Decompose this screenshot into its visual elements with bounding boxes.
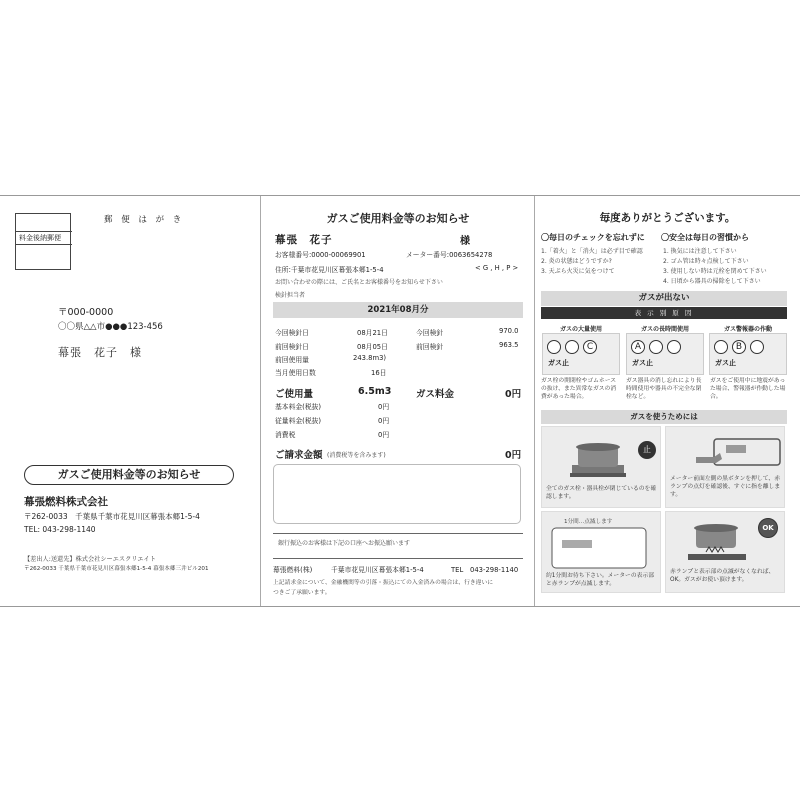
- days-label: 当月使用日数: [275, 369, 316, 377]
- thanks-heading: 毎度ありがとうございます。: [599, 212, 736, 224]
- step-caption: 全てのガス栓・器具栓が閉じているのを確認します。: [546, 486, 657, 500]
- cause-description: ガス栓の開閉栓やゴムホースの抜け、また異常なガスの消費があった場合。: [541, 378, 617, 400]
- empty-indicator: [649, 340, 663, 354]
- cause-meter-display: [709, 333, 787, 375]
- meter-number: メーター番号:0063654278: [406, 251, 493, 259]
- divider: [273, 558, 523, 559]
- indicator-mark: A: [631, 340, 645, 354]
- bank-note: 銀行振込のお客様は下記の口座へお振込願います: [278, 540, 411, 547]
- honorific: 様: [460, 236, 470, 247]
- step-press-button: [665, 426, 785, 508]
- gas-stop-label: ガス止: [715, 359, 736, 367]
- billing-note: (消費税等を含みます): [327, 452, 386, 459]
- footer-address: 千葉市花見川区幕張本郷1-5-4: [331, 566, 424, 574]
- billing-amount-value: 0円: [505, 450, 522, 461]
- empty-indicator: [547, 340, 561, 354]
- current-reading-label: 今回検針: [416, 329, 444, 337]
- step-caption: メーター前面左側の黒ボタンを押して、赤ランプの点灯を確認後、すぐに指を離します。: [670, 476, 781, 498]
- indicator-mark: C: [583, 340, 597, 354]
- inspector-label: 検針担当者: [275, 292, 306, 299]
- step-ok: [665, 511, 785, 593]
- footer-note: 上記請求金について、金融機関等の引落・振込にての入金済みの場合は、行き違いに: [273, 580, 494, 586]
- prev-reading-value: 963.5: [499, 341, 519, 349]
- safety-title: 〇安全は毎日の習慣から: [661, 233, 749, 242]
- days-value: 16日: [371, 369, 387, 377]
- step-wait: [541, 511, 661, 593]
- step-caption: 約1分間お待ち下さい。メーターの表示部と赤ランプが点滅します。: [546, 573, 655, 587]
- cause-meter-display: [626, 333, 704, 375]
- cause-description: ガス器具の消し忘れにより長時間使用や器具の不完全な閉栓など。: [626, 378, 702, 400]
- usage-value: 6.5m3: [358, 386, 392, 397]
- stop-badge: 止: [638, 441, 656, 459]
- address-panel: [0, 196, 261, 606]
- footer-company: 幕張燃料(株): [273, 566, 313, 574]
- prev-date-value: 08月05日: [357, 343, 388, 351]
- postal-code: 〒000-0000: [58, 307, 114, 318]
- empty-indicator: [750, 340, 764, 354]
- billing-panel: [261, 196, 535, 606]
- cause-description: ガスをご使用中に地震があった場合、警報器が作動した場合。: [710, 378, 786, 400]
- indicator-mark: B: [732, 340, 746, 354]
- company-address: 〒262-0033 千葉県千葉市花見川区幕張本郷1-5-4: [24, 512, 200, 521]
- usage-label: ご使用量: [275, 389, 314, 400]
- billing-amount-label: ご請求金額: [275, 450, 323, 461]
- cause-title: ガスの大量使用: [559, 326, 602, 333]
- basic-fee-value: 0円: [378, 403, 390, 411]
- sender-address: 〒262-0033 千葉県千葉市花見川区幕張本郷1-5-4 幕張本郷三井ビル201: [24, 566, 209, 572]
- basic-fee-label: 基本料金(税抜): [275, 403, 322, 411]
- usage-fee-value: 0円: [378, 417, 390, 425]
- reading-date-label: 今回検針日: [275, 329, 309, 337]
- prev-reading-label: 前回検針: [416, 343, 444, 351]
- daily-item: 1.「着火」と「消火」は必ず目で確認: [541, 248, 643, 255]
- step-closed-valves: [541, 426, 661, 508]
- safety-item: 3. 使用しない時は元栓を閉めて下さい: [663, 268, 767, 275]
- customer-name: 幕張 花子: [275, 234, 333, 246]
- gas-fee-value: 0円: [505, 389, 522, 400]
- ok-badge: OK: [758, 518, 778, 538]
- safety-item: 1. 換気には注意して下さい: [663, 248, 737, 255]
- daily-check-title: 〇毎日のチェックを忘れずに: [541, 233, 645, 242]
- safety-item: 4. 日頃から器具の掃除をして下さい: [663, 278, 761, 285]
- postcard-label: 郵 便 は が き: [104, 215, 185, 225]
- daily-item: 2. 炎の状態はどうですか?: [541, 258, 612, 265]
- billing-title: ガスご使用料金等のお知らせ: [326, 212, 470, 225]
- tax-label: 消費税: [275, 431, 296, 439]
- postcard-document: [0, 195, 800, 607]
- company-name: 幕張燃料株式会社: [24, 496, 108, 508]
- recipient-address: 〇〇県△△市●●●123-456: [58, 322, 163, 332]
- empty-indicator: [667, 340, 681, 354]
- minute-label: 1分間…点滅します: [564, 519, 613, 525]
- prev-usage-value: 243.8m3): [353, 354, 387, 362]
- current-reading-value: 970.0: [499, 327, 519, 335]
- cause-title: ガスの長時間使用: [640, 326, 689, 333]
- sender-label: 【差出人:送還先】株式会社シーエスクリエイト: [24, 556, 156, 563]
- inquiry-note: お問い合わせの際には、ご氏名とお客様番号をお知らせ下さい: [275, 279, 443, 286]
- notice-title-badge: ガスご使用料金等のお知らせ: [24, 465, 234, 485]
- group-code: < G , H , P >: [475, 264, 519, 272]
- reason-label: 表 示 別 原 因: [541, 307, 787, 319]
- company-tel: TEL: 043-298-1140: [24, 525, 96, 534]
- tax-value: 0円: [378, 431, 390, 439]
- gas-stop-label: ガス止: [632, 359, 653, 367]
- cause-title: ガス警報器の作動: [723, 326, 772, 333]
- safety-item: 2. ゴム管は時々点検して下さい: [663, 258, 749, 265]
- postage-label: 料金後納郵便: [16, 231, 72, 245]
- no-gas-title: ガスが出ない: [541, 291, 787, 306]
- reading-date-value: 08月21日: [357, 329, 388, 337]
- empty-indicator: [565, 340, 579, 354]
- gas-fee-label: ガス料金: [416, 389, 455, 400]
- footer-note-2: つきご了承願います。: [273, 590, 331, 596]
- prev-date-label: 前回検針日: [275, 343, 309, 351]
- usage-fee-label: 従量料金(税抜): [275, 417, 322, 425]
- cause-meter-display: [542, 333, 620, 375]
- gas-stop-label: ガス止: [548, 359, 569, 367]
- customer-number: お客様番号:0000-00069901: [275, 251, 366, 259]
- customer-address: 住所:千葉市花見川区幕張本郷1-5-4: [275, 266, 384, 274]
- divider: [273, 533, 523, 534]
- usage-title: ガスを使うためには: [541, 410, 787, 424]
- prev-usage-label: 前回使用量: [275, 356, 309, 364]
- footer-tel: TEL 043-298-1140: [451, 566, 519, 574]
- message-box: [273, 464, 521, 524]
- empty-indicator: [714, 340, 728, 354]
- postage-stamp-box: [15, 213, 71, 270]
- step-caption: 赤ランプと表示部の点滅がなくなれば、OK。ガスがお使い頂けます。: [670, 569, 775, 583]
- recipient-name: 幕張 花子 様: [58, 346, 142, 359]
- billing-month: 2021年08月分: [273, 302, 523, 318]
- daily-item: 3. 天ぷら火災に気をつけて: [541, 268, 615, 275]
- info-panel: [535, 196, 800, 606]
